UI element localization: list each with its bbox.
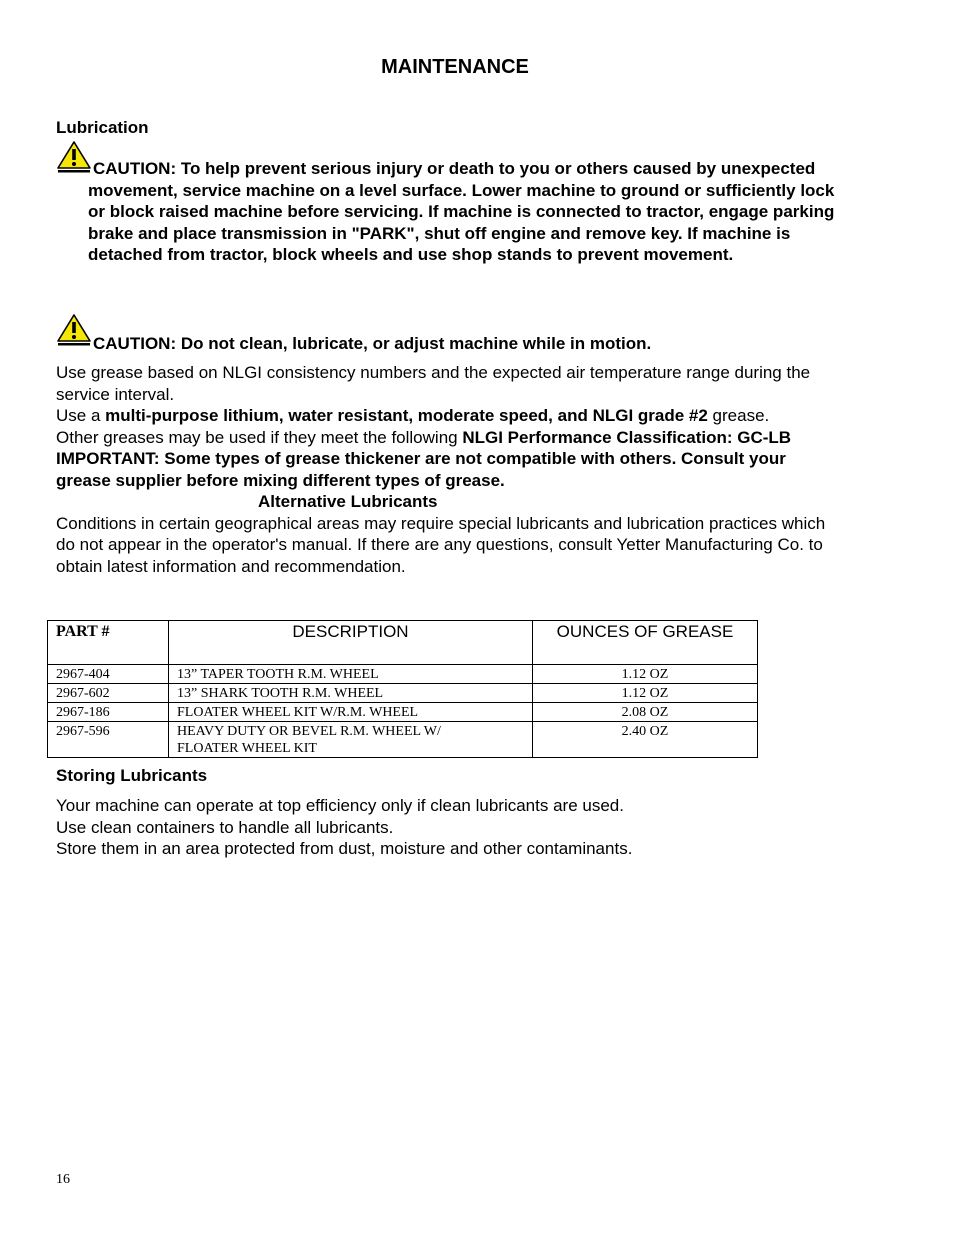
storing-line: Use clean containers to handle all lubricants. <box>56 817 394 837</box>
table-header-row <box>48 621 758 665</box>
grease-nlgi-text: Use grease based on NLGI consistency numbers and the expected air temperature range during the service interval. <box>56 363 811 404</box>
table-row <box>48 722 758 758</box>
alternative-lubricants-text: Conditions in certain geographical areas may require special lubricants and lubrication practices which do not appear in the operator's manual. If there are any questions, consult Yetter Manufacturing Co. to obtain latest information and recommendation. <box>56 513 826 576</box>
table-row <box>48 684 758 703</box>
page-number: 16 <box>56 1172 70 1187</box>
table-row <box>48 703 758 722</box>
storing-line: Store them in an area protected from dust, moisture and other contaminants. <box>56 839 633 858</box>
lubrication-heading: Lubrication <box>56 118 149 137</box>
grease-ounces: 2.40 OZ <box>533 722 758 758</box>
part-description: FLOATER WHEEL KIT W/R.M. WHEEL <box>169 703 533 722</box>
part-description: 13” TAPER TOOTH R.M. WHEEL <box>169 665 533 684</box>
caution-movement: CAUTION: To help prevent serious injury or death to you or others caused by unexpected movement, service machine on a level surface. Lower machine to ground or sufficiently lock or block raised machine before servicing. If machine is connected to tractor, engage parking brake and place transmission in "PARK", shut off engine and remove key. If machine is detached from tractor, block wheels and use shop stands to prevent movement. <box>88 159 835 264</box>
part-description: HEAVY DUTY OR BEVEL R.M. WHEEL W/ FLOATER WHEEL KIT <box>169 722 533 758</box>
storing-paragraph <box>56 795 836 860</box>
table-row <box>48 665 758 684</box>
warning-icon <box>56 313 92 347</box>
page-title: MAINTENANCE <box>381 56 529 78</box>
grease-classification-text: Other greases may be used if they meet the following NLGI Performance Classification: GC-LB <box>56 427 792 447</box>
grease-table <box>47 620 758 758</box>
part-number: 2967-404 <box>48 665 169 684</box>
grease-paragraph <box>56 362 836 577</box>
header-ounces: OUNCES OF GREASE <box>533 621 758 665</box>
storing-line: Your machine can operate at top efficiency only if clean lubricants are used. <box>56 796 624 815</box>
caution-motion: CAUTION: Do not clean, lubricate, or adjust machine while in motion. <box>93 334 652 353</box>
important-note: IMPORTANT: Some types of grease thickener are not compatible with others. Consult your grease supplier before mixing different types of grease. <box>56 449 786 490</box>
header-part: PART # <box>48 621 169 665</box>
storing-lubricants-heading: Storing Lubricants <box>56 766 208 785</box>
part-description: 13” SHARK TOOTH R.M. WHEEL <box>169 684 533 703</box>
grease-ounces: 1.12 OZ <box>533 665 758 684</box>
warning-icon <box>56 140 92 174</box>
part-number: 2967-596 <box>48 722 169 758</box>
header-description: DESCRIPTION <box>169 621 533 665</box>
grease-type-text: Use a multi-purpose lithium, water resistant, moderate speed, and NLGI grade #2 grease. <box>56 406 770 425</box>
grease-ounces: 1.12 OZ <box>533 684 758 703</box>
part-number: 2967-186 <box>48 703 169 722</box>
alternative-lubricants-heading: Alternative Lubricants <box>258 492 438 511</box>
grease-ounces: 2.08 OZ <box>533 703 758 722</box>
part-number: 2967-602 <box>48 684 169 703</box>
